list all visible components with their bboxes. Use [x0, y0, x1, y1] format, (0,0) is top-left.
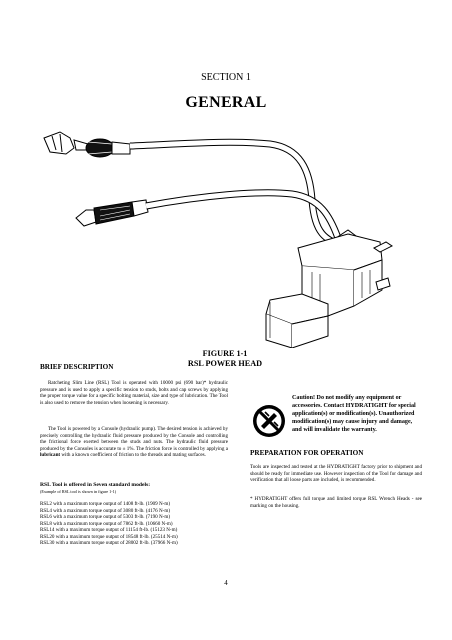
rsl-power-head-figure [30, 130, 430, 348]
model-item: RSL2 with a maximum torque output of 1408 ft-lb. (1909 N-m) [40, 501, 171, 507]
figure-title: RSL POWER HEAD [187, 359, 263, 368]
model-item: RSL6 with a maximum torque output of 5303 ft-lb. (7190 N-m) [40, 514, 171, 520]
model-item: RSL8 with a maximum torque output of 7862 ft-lb. (10660 N-m) [40, 520, 173, 527]
reaction-foot [266, 294, 328, 348]
lower-coupling [76, 200, 148, 226]
preparation-footnote: * HYDRATIGHT offers full torque and limited torque RSL Wrench Heads - see marking on the housing. [250, 496, 422, 509]
para-2-text-end: with a known coefficient of friction to the threads and mating surfaces. [60, 452, 206, 458]
lubricant-term: lubricant [40, 452, 61, 458]
model-item: RSL14 with a maximum torque output of 11154 ft-lb. (15123 N-m) [40, 527, 178, 533]
page-number: 4 [224, 579, 228, 587]
model-item: RSL20 with a maximum torque output of 18548 ft-lb. (25514 N-m) [40, 533, 178, 540]
section-label: SECTION 1 [201, 72, 251, 83]
preparation-heading: PREPARATION FOR OPERATION [250, 449, 364, 457]
page-title: GENERAL [185, 94, 267, 111]
caution-warning: Caution! Do not modify any equipment or accessories. Contact HYDRATIGHT for special application(s) or modification(s). Unauthorized modification(s) may cause injury and damage, and will invalidate the warranty. [292, 395, 416, 433]
model-item: RSL4 with a maximum torque output of 3080 ft-lb. (4176 N-m) [40, 507, 171, 514]
models-list [40, 501, 228, 547]
models-note: (Example of RSL tool is shown in figure 1-1) [40, 489, 117, 494]
upper-coupling [44, 132, 130, 157]
preparation-para-1: Tools are inspected and tested at the HYDRATIGHT factory prior to shipment and should be ready for immediate use. However inspection of the Tool for damage and verification that all loose parts are included, is recommended. [250, 464, 422, 483]
model-item: RSL30 with a maximum torque output of 28002 ft-lb. (37966 N-m) [40, 540, 178, 546]
no-modification-icon [252, 404, 286, 438]
figure-number: FIGURE 1-1 [202, 349, 248, 358]
brief-description-heading: BRIEF DESCRIPTION [40, 363, 114, 371]
models-heading: RSL Tool is offered in Seven standard models: [40, 482, 151, 488]
brief-description-para-2 [40, 426, 228, 459]
brief-description-para-1: Ratcheting Slim Line (RSL) Tool is operated with 10000 psi (690 bar)* hydraulic pressure and is used to apply a specific tension to studs, bolts and cap screws by applying the proper torque value for a specific bolting material, size and type of lubrication. The Tool is also used to remove the tension when loosening is necessary. [40, 380, 228, 406]
para-2-text: The Tool is powered by a Console (hydraulic pump). The desired tension is achieved by precisely controlling the hydraulic fluid pressure produced by the Console and controlling the frictional force exerted between the studs and nuts. The hydraulic fluid pressure produced by the Consoles is accurate to ± 1%. The friction force is controlled by applying a [40, 426, 228, 452]
